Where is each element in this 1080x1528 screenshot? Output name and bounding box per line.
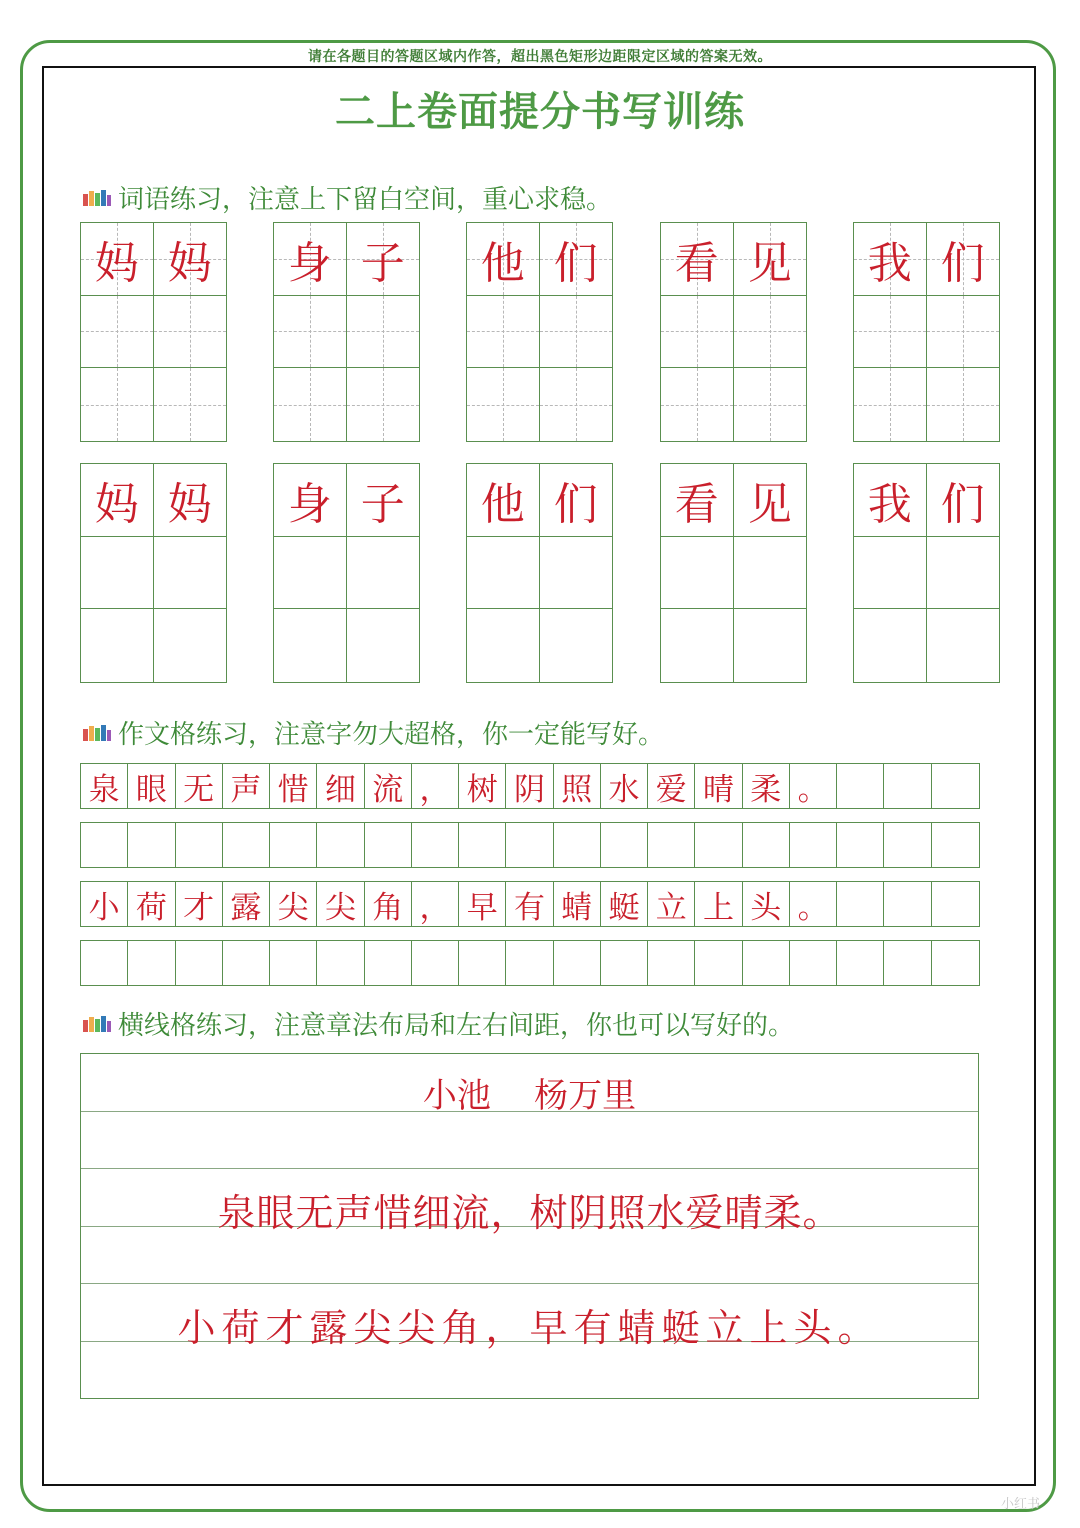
writing-cell[interactable] bbox=[154, 609, 227, 682]
composition-cell[interactable] bbox=[695, 941, 742, 985]
section-heading-text: 作文格练习，注意字勿大超格，你一定能写好。 bbox=[118, 719, 665, 750]
composition-cell[interactable] bbox=[81, 823, 128, 867]
section-heading-lines bbox=[82, 1006, 794, 1040]
composition-cell[interactable]: 蜻 bbox=[554, 882, 601, 927]
ruled-line bbox=[81, 1168, 978, 1169]
composition-cell[interactable] bbox=[223, 823, 270, 867]
writing-cell[interactable] bbox=[540, 296, 613, 369]
writing-cell[interactable] bbox=[661, 223, 734, 296]
model-character: 妈 bbox=[94, 478, 139, 530]
composition-cell[interactable]: 无 bbox=[176, 764, 223, 809]
writing-cell[interactable] bbox=[467, 368, 540, 441]
writing-cell[interactable] bbox=[467, 609, 540, 682]
word-grid bbox=[660, 463, 807, 683]
writing-cell[interactable] bbox=[540, 464, 613, 537]
writing-cell[interactable] bbox=[927, 537, 1000, 610]
model-character: 们 bbox=[940, 237, 985, 289]
section-heading-words bbox=[82, 180, 612, 214]
composition-cell[interactable] bbox=[412, 823, 459, 867]
writing-cell[interactable] bbox=[927, 609, 1000, 682]
composition-cell[interactable] bbox=[932, 823, 979, 867]
composition-cell[interactable] bbox=[223, 941, 270, 985]
page-title: 二上卷面提分书写训练 bbox=[335, 88, 745, 135]
writing-cell[interactable] bbox=[81, 296, 154, 369]
composition-cell[interactable] bbox=[837, 823, 884, 867]
writing-cell[interactable] bbox=[154, 537, 227, 610]
composition-cell[interactable] bbox=[695, 823, 742, 867]
composition-cell[interactable]: 阴 bbox=[506, 764, 553, 809]
composition-cell[interactable]: 尖 bbox=[270, 882, 317, 927]
model-character: 看 bbox=[674, 237, 719, 289]
composition-cell[interactable]: 角 bbox=[365, 882, 412, 927]
writing-cell[interactable] bbox=[854, 464, 927, 537]
writing-cell[interactable] bbox=[347, 296, 420, 369]
composition-cell[interactable] bbox=[317, 823, 364, 867]
composition-cell[interactable] bbox=[790, 941, 837, 985]
poem-title: 小池 杨万里 bbox=[422, 1076, 637, 1116]
writing-cell[interactable] bbox=[274, 223, 347, 296]
model-character: 他 bbox=[480, 237, 525, 289]
model-character: 妈 bbox=[94, 237, 139, 289]
composition-cell[interactable] bbox=[743, 823, 790, 867]
composition-cell[interactable] bbox=[884, 823, 931, 867]
composition-cell[interactable] bbox=[648, 823, 695, 867]
writing-cell[interactable] bbox=[734, 464, 807, 537]
composition-cell[interactable] bbox=[648, 941, 695, 985]
watermark: 小红书 bbox=[1000, 1497, 1040, 1512]
model-character: 妈 bbox=[167, 237, 212, 289]
writing-cell[interactable] bbox=[347, 223, 420, 296]
composition-cell[interactable]: 声 bbox=[223, 764, 270, 809]
writing-cell[interactable] bbox=[927, 368, 1000, 441]
model-character: 我 bbox=[867, 478, 912, 530]
writing-cell[interactable] bbox=[347, 609, 420, 682]
composition-cell[interactable] bbox=[837, 882, 884, 927]
horizontal-line-grid bbox=[80, 1053, 979, 1399]
writing-cell[interactable] bbox=[154, 296, 227, 369]
composition-cell[interactable]: 爱 bbox=[648, 764, 695, 809]
composition-cell[interactable]: ， bbox=[412, 882, 459, 927]
section-heading-composition bbox=[82, 715, 664, 749]
composition-cell[interactable]: 荷 bbox=[128, 882, 175, 927]
composition-cell[interactable] bbox=[932, 882, 979, 927]
composition-cell[interactable] bbox=[270, 941, 317, 985]
writing-cell[interactable] bbox=[81, 368, 154, 441]
composition-cell[interactable]: ， bbox=[412, 764, 459, 809]
model-character: 妈 bbox=[167, 478, 212, 530]
composition-cell[interactable]: 小 bbox=[81, 882, 128, 927]
writing-cell[interactable] bbox=[347, 537, 420, 610]
composition-cell[interactable] bbox=[128, 823, 175, 867]
writing-cell[interactable] bbox=[540, 537, 613, 610]
composition-cell[interactable] bbox=[506, 823, 553, 867]
composition-cell[interactable]: 柔 bbox=[743, 764, 790, 809]
model-character: 们 bbox=[553, 478, 598, 530]
composition-cell[interactable]: 上 bbox=[695, 882, 742, 927]
writing-cell[interactable] bbox=[540, 223, 613, 296]
composition-cell[interactable] bbox=[459, 941, 506, 985]
composition-cell[interactable]: 。 bbox=[790, 764, 837, 809]
writing-cell[interactable] bbox=[347, 464, 420, 537]
composition-cell[interactable]: 水 bbox=[601, 764, 648, 809]
composition-cell[interactable] bbox=[554, 823, 601, 867]
word-grid bbox=[466, 463, 613, 683]
writing-cell[interactable] bbox=[467, 537, 540, 610]
writing-cell[interactable] bbox=[854, 537, 927, 610]
poem-line-2: 小荷才露尖尖角，早有蜻蜓立上头。 bbox=[177, 1306, 882, 1350]
word-grid bbox=[660, 222, 807, 442]
model-character: 他 bbox=[480, 478, 525, 530]
model-character: 见 bbox=[747, 478, 792, 530]
writing-cell[interactable] bbox=[854, 223, 927, 296]
section-heading-text: 横线格练习，注意章法布局和左右间距，你也可以写好的。 bbox=[118, 1010, 795, 1041]
writing-cell[interactable] bbox=[734, 368, 807, 441]
writing-cell[interactable] bbox=[661, 464, 734, 537]
word-grid bbox=[80, 463, 227, 683]
composition-cell[interactable] bbox=[932, 941, 979, 985]
composition-cell[interactable]: 树 bbox=[459, 764, 506, 809]
model-character: 子 bbox=[360, 478, 405, 530]
writing-cell[interactable] bbox=[661, 609, 734, 682]
books-icon bbox=[82, 723, 112, 741]
word-grid bbox=[80, 222, 227, 442]
composition-cell[interactable]: 照 bbox=[554, 764, 601, 809]
composition-cell[interactable] bbox=[601, 941, 648, 985]
writing-cell[interactable] bbox=[274, 609, 347, 682]
composition-cell[interactable] bbox=[884, 764, 931, 809]
composition-cell[interactable] bbox=[317, 941, 364, 985]
composition-cell[interactable] bbox=[790, 823, 837, 867]
composition-cell[interactable] bbox=[506, 941, 553, 985]
composition-cell[interactable] bbox=[837, 764, 884, 809]
writing-cell[interactable] bbox=[274, 296, 347, 369]
ruled-line bbox=[81, 1283, 978, 1284]
writing-cell[interactable] bbox=[154, 223, 227, 296]
writing-cell[interactable] bbox=[540, 368, 613, 441]
writing-cell[interactable] bbox=[274, 464, 347, 537]
composition-cell[interactable] bbox=[365, 941, 412, 985]
writing-cell[interactable] bbox=[927, 223, 1000, 296]
composition-cell[interactable]: 晴 bbox=[695, 764, 742, 809]
model-character: 见 bbox=[747, 237, 792, 289]
composition-cell[interactable]: 早 bbox=[459, 882, 506, 927]
composition-cell[interactable] bbox=[601, 823, 648, 867]
model-character: 身 bbox=[287, 237, 332, 289]
writing-cell[interactable] bbox=[81, 223, 154, 296]
composition-cell[interactable]: 有 bbox=[506, 882, 553, 927]
composition-cell[interactable]: 流 bbox=[365, 764, 412, 809]
writing-cell[interactable] bbox=[661, 296, 734, 369]
answer-notice: 请在各题目的答题区域内作答，超出黑色矩形边距限定区域的答案无效。 bbox=[308, 49, 772, 65]
composition-cell[interactable] bbox=[81, 941, 128, 985]
writing-cell[interactable] bbox=[854, 296, 927, 369]
composition-cell[interactable] bbox=[932, 764, 979, 809]
writing-cell[interactable] bbox=[154, 464, 227, 537]
writing-cell[interactable] bbox=[467, 223, 540, 296]
composition-cell[interactable]: 才 bbox=[176, 882, 223, 927]
writing-cell[interactable] bbox=[927, 464, 1000, 537]
composition-cell[interactable]: 立 bbox=[648, 882, 695, 927]
word-grid bbox=[853, 222, 1000, 442]
writing-cell[interactable] bbox=[734, 609, 807, 682]
composition-cell[interactable]: 细 bbox=[317, 764, 364, 809]
writing-cell[interactable] bbox=[734, 296, 807, 369]
composition-row bbox=[80, 822, 980, 868]
composition-cell[interactable]: 惜 bbox=[270, 764, 317, 809]
composition-cell[interactable]: 泉 bbox=[81, 764, 128, 809]
writing-cell[interactable] bbox=[274, 537, 347, 610]
writing-cell[interactable] bbox=[81, 464, 154, 537]
composition-cell[interactable] bbox=[128, 941, 175, 985]
writing-cell[interactable] bbox=[467, 296, 540, 369]
model-character: 们 bbox=[553, 237, 598, 289]
composition-cell[interactable]: 尖 bbox=[317, 882, 364, 927]
composition-cell[interactable] bbox=[459, 823, 506, 867]
writing-cell[interactable] bbox=[154, 368, 227, 441]
books-icon bbox=[82, 1014, 112, 1032]
writing-cell[interactable] bbox=[734, 537, 807, 610]
section-heading-text: 词语练习，注意上下留白空间，重心求稳。 bbox=[118, 184, 613, 215]
composition-cell[interactable] bbox=[837, 941, 884, 985]
writing-cell[interactable] bbox=[274, 368, 347, 441]
writing-cell[interactable] bbox=[540, 609, 613, 682]
composition-row bbox=[80, 763, 980, 809]
composition-cell[interactable] bbox=[270, 823, 317, 867]
composition-cell[interactable] bbox=[743, 941, 790, 985]
composition-cell[interactable] bbox=[884, 882, 931, 927]
composition-cell[interactable] bbox=[884, 941, 931, 985]
composition-cell[interactable] bbox=[365, 823, 412, 867]
writing-cell[interactable] bbox=[734, 223, 807, 296]
composition-cell[interactable] bbox=[554, 941, 601, 985]
word-grid bbox=[273, 222, 420, 442]
composition-cell[interactable]: 露 bbox=[223, 882, 270, 927]
composition-cell[interactable] bbox=[176, 941, 223, 985]
model-character: 子 bbox=[360, 237, 405, 289]
model-character: 们 bbox=[940, 478, 985, 530]
writing-cell[interactable] bbox=[661, 368, 734, 441]
composition-cell[interactable]: 。 bbox=[790, 882, 837, 927]
writing-cell[interactable] bbox=[927, 296, 1000, 369]
composition-cell[interactable]: 蜓 bbox=[601, 882, 648, 927]
writing-cell[interactable] bbox=[347, 368, 420, 441]
word-grid bbox=[273, 463, 420, 683]
books-icon bbox=[82, 188, 112, 206]
composition-row bbox=[80, 881, 980, 927]
poem-line-1: 泉眼无声惜细流，树阴照水爱晴柔。 bbox=[217, 1191, 842, 1235]
model-character: 我 bbox=[867, 237, 912, 289]
writing-cell[interactable] bbox=[854, 368, 927, 441]
model-character: 身 bbox=[287, 478, 332, 530]
composition-cell[interactable] bbox=[412, 941, 459, 985]
composition-row bbox=[80, 940, 980, 986]
writing-cell[interactable] bbox=[81, 537, 154, 610]
composition-cell[interactable] bbox=[176, 823, 223, 867]
writing-cell[interactable] bbox=[854, 609, 927, 682]
writing-cell[interactable] bbox=[81, 609, 154, 682]
word-grid bbox=[466, 222, 613, 442]
word-grid bbox=[853, 463, 1000, 683]
writing-cell[interactable] bbox=[661, 537, 734, 610]
composition-cell[interactable]: 头 bbox=[743, 882, 790, 927]
model-character: 看 bbox=[674, 478, 719, 530]
composition-cell[interactable]: 眼 bbox=[128, 764, 175, 809]
writing-cell[interactable] bbox=[467, 464, 540, 537]
